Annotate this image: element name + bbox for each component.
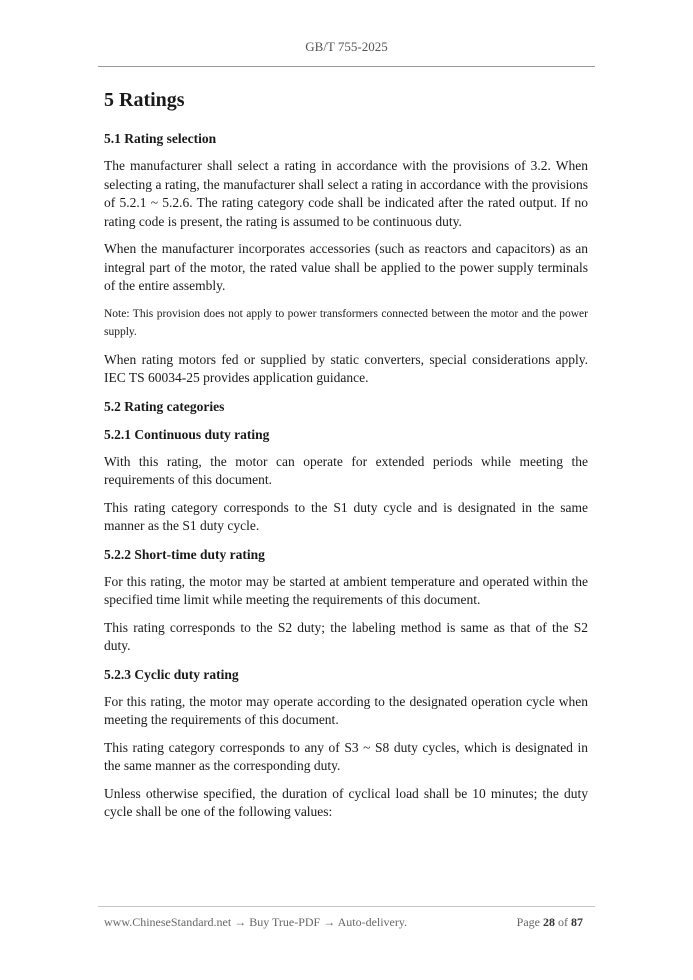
paragraph: When the manufacturer incorporates accessories (such as reactors and capacitors) as an integral part of the motor, the rated value shall be applied to the power supply terminals of the entire assembly. (104, 241, 588, 293)
page-number (517, 915, 583, 930)
paragraph: For this rating, the motor may operate according to the designated operation cycle when meeting the requirements of this document. (104, 693, 588, 727)
site-link[interactable]: www.ChineseStandard.net (104, 915, 232, 929)
note-paragraph: Note: This provision does not apply to power transformers connected between the motor and the power supply. (104, 307, 588, 338)
section-title: 5 Ratings (104, 89, 185, 111)
header-divider (98, 66, 595, 67)
paragraph: This rating category corresponds to the S1 duty cycle and is designated in the same manner as the S1 duty cycle. (104, 499, 588, 533)
paragraph: When rating motors fed or supplied by static converters, special considerations apply. IEC TS 60034-25 provides application guidance. (104, 351, 588, 385)
paragraph: The manufacturer shall select a rating in accordance with the provisions of 3.2. When selecting a rating, the manufacturer shall select a rating in accordance with the provisions of 5.2.1 ~ 5.2.6. The rating category code shall be indicated after the rated output. If no rating code is present, the rating is assumed to be continuous duty. (104, 158, 588, 229)
subsection-heading-5-2-3: 5.2.3 Cyclic duty rating (104, 666, 239, 682)
footer-divider (98, 906, 595, 907)
paragraph: This rating corresponds to the S2 duty; the labeling method is same as that of the S2 duty. (104, 619, 588, 653)
subsection-heading-5-2-2: 5.2.2 Short-time duty rating (104, 546, 265, 562)
paragraph: With this rating, the motor can operate for extended periods while meeting the requirements of this document. (104, 453, 588, 487)
footer-promo (104, 915, 407, 930)
page-total: 87 (571, 915, 583, 929)
page-label: Page (516, 915, 540, 929)
subsection-heading-5-1: 5.1 Rating selection (104, 131, 217, 146)
running-header: GB/T 755-2025 (305, 39, 388, 54)
page-body (104, 88, 588, 831)
subsection-heading-5-2-1: 5.2.1 Continuous duty rating (104, 426, 270, 442)
footer-links-text: → Buy True-PDF → Auto-delivery. (231, 915, 408, 929)
paragraph: For this rating, the motor may be started at ambient temperature and operated within the specified time limit while meeting the requirements of this document. (104, 573, 588, 607)
subsection-heading-5-2: 5.2 Rating categories (104, 398, 225, 414)
paragraph: Unless otherwise specified, the duration of cyclical load shall be 10 minutes; the duty cycle shall be one of the following values: (104, 785, 588, 819)
page-of: of (558, 915, 568, 929)
paragraph: This rating category corresponds to any of S3 ~ S8 duty cycles, which is designated in the same manner as the corresponding duty. (104, 739, 588, 773)
page-current: 28 (543, 915, 555, 929)
